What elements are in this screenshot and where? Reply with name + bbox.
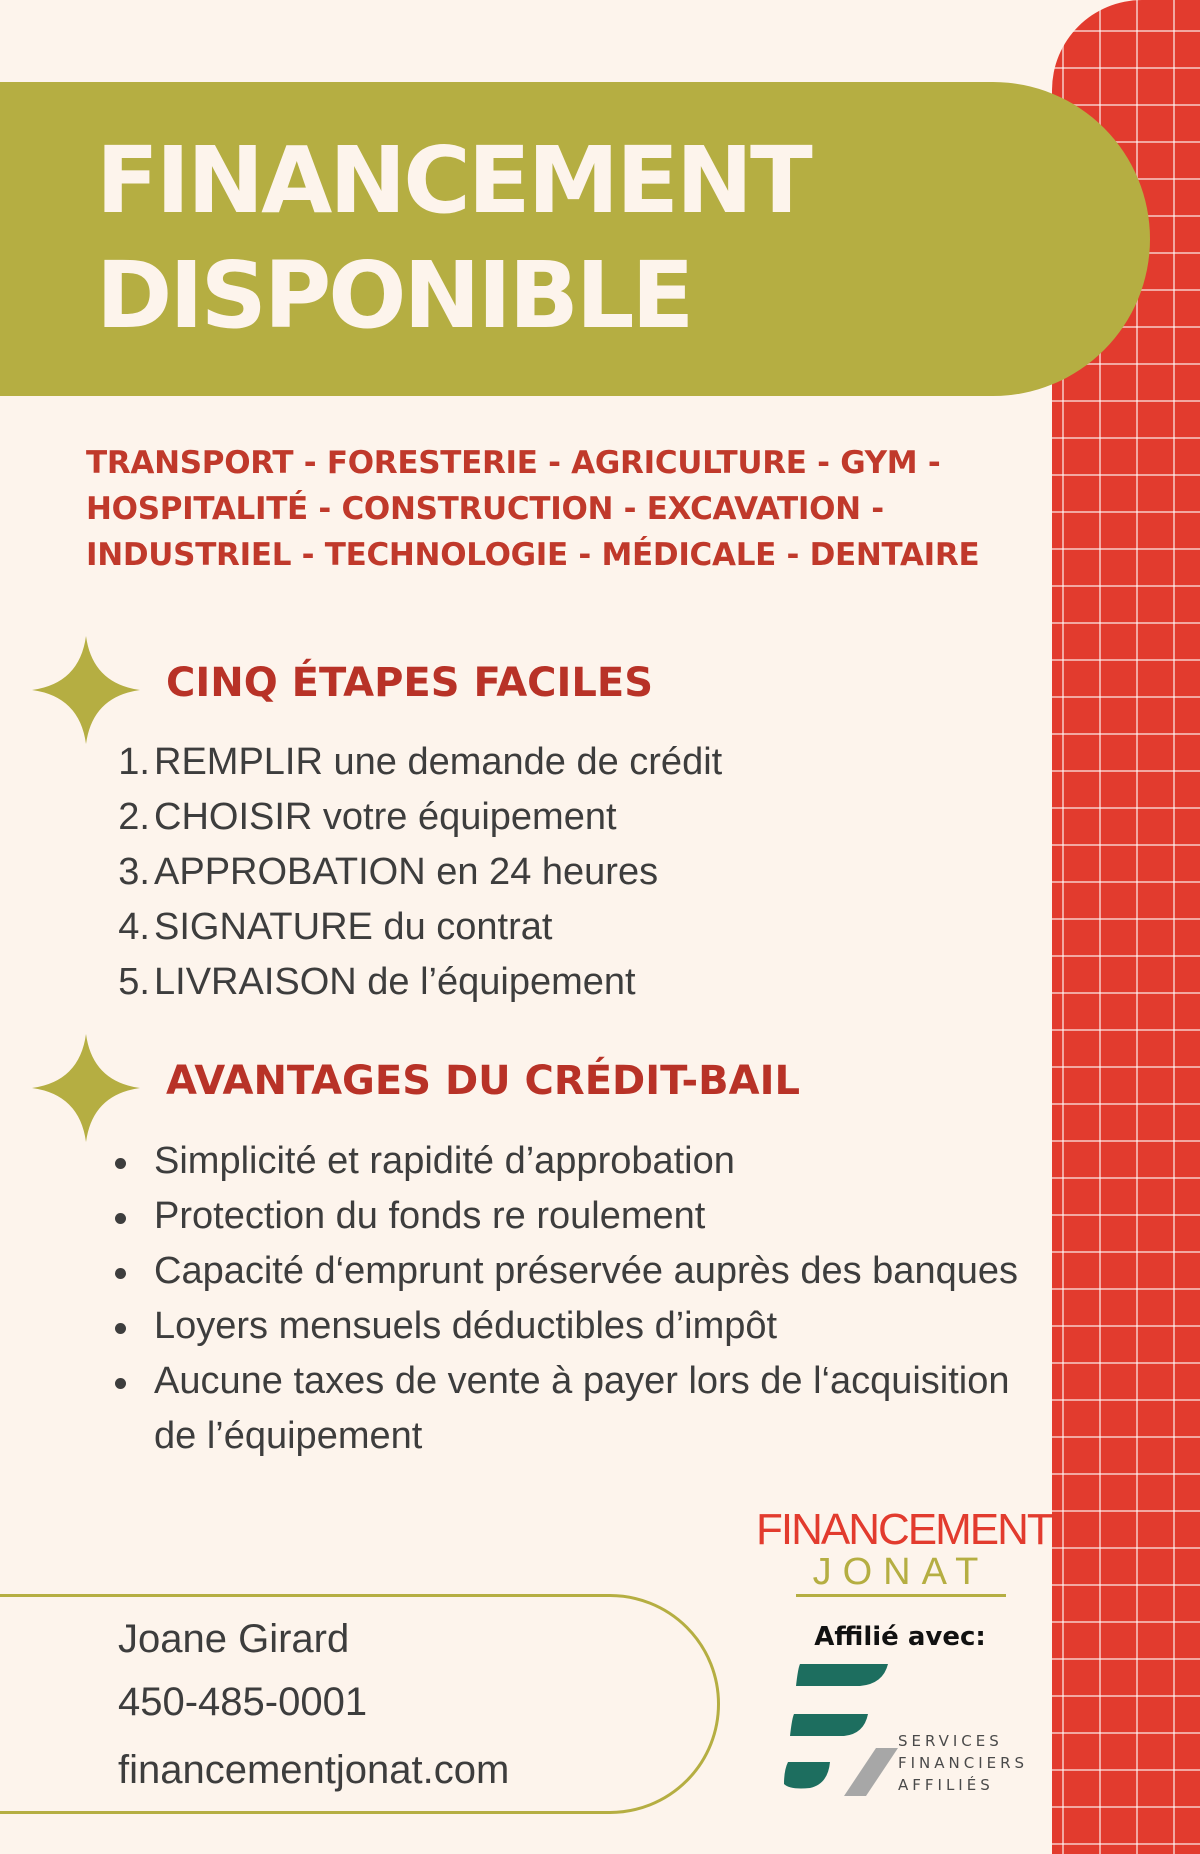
affiliate-label: Affilié avec: xyxy=(814,1622,986,1652)
affiliate-name: SERVICES FINANCIERS AFFILIÉS xyxy=(898,1732,1029,1794)
steps-list xyxy=(110,735,722,1010)
brand-logo-bottom: JONAT xyxy=(796,1552,1006,1597)
sectors-list xyxy=(86,440,1046,578)
contact-website[interactable]: financementjonat.com xyxy=(118,1748,510,1792)
step-item: 2. CHOISIR votre équipement xyxy=(118,796,617,838)
benefit-item: Protection du fonds re roulement xyxy=(110,1189,1030,1244)
benefit-item: Loyers mensuels déductibles d’impôt xyxy=(110,1299,1030,1354)
sectors-line: TRANSPORT - FORESTERIE - AGRICULTURE - GYM - xyxy=(86,445,941,481)
benefits-list xyxy=(110,1134,1030,1464)
sectors-line: INDUSTRIEL - TECHNOLOGIE - MÉDICALE - DENTAIRE xyxy=(86,537,980,573)
bullet-icon xyxy=(115,1158,126,1169)
bullet-icon xyxy=(115,1268,126,1279)
sparkle-star-icon xyxy=(32,1034,140,1142)
sectors-line: HOSPITALITÉ - CONSTRUCTION - EXCAVATION - xyxy=(86,491,884,527)
bullet-icon xyxy=(115,1213,126,1224)
benefit-item: Simplicité et rapidité d’approbation xyxy=(110,1134,1030,1189)
brand-logo-top: FINANCEMENT xyxy=(756,1505,1052,1554)
steps-heading: CINQ ÉTAPES FACILES xyxy=(166,660,654,706)
title-line-1: FINANCEMENT xyxy=(96,127,810,234)
contact-name: Joane Girard xyxy=(118,1617,350,1661)
step-item: 3. APPROBATION en 24 heures xyxy=(118,851,659,893)
benefits-heading: AVANTAGES DU CRÉDIT-BAIL xyxy=(166,1058,800,1104)
sfa-logo-icon xyxy=(780,1662,900,1798)
bullet-icon xyxy=(115,1378,126,1389)
step-item: 5. LIVRAISON de l’équipement xyxy=(118,961,636,1003)
title-line-2: DISPONIBLE xyxy=(96,242,692,349)
benefit-item: Capacité d‘emprunt préservée auprès des banques xyxy=(110,1244,1030,1299)
sparkle-star-icon xyxy=(32,636,140,744)
contact-phone[interactable]: 450-485-0001 xyxy=(118,1680,368,1724)
step-item: 1. REMPLIR une demande de crédit xyxy=(118,741,723,783)
step-item: 4. SIGNATURE du contrat xyxy=(118,906,553,948)
bullet-icon xyxy=(115,1323,126,1334)
benefit-item: Aucune taxes de vente à payer lors de l‘acquisition de l’équipement xyxy=(110,1354,1030,1464)
